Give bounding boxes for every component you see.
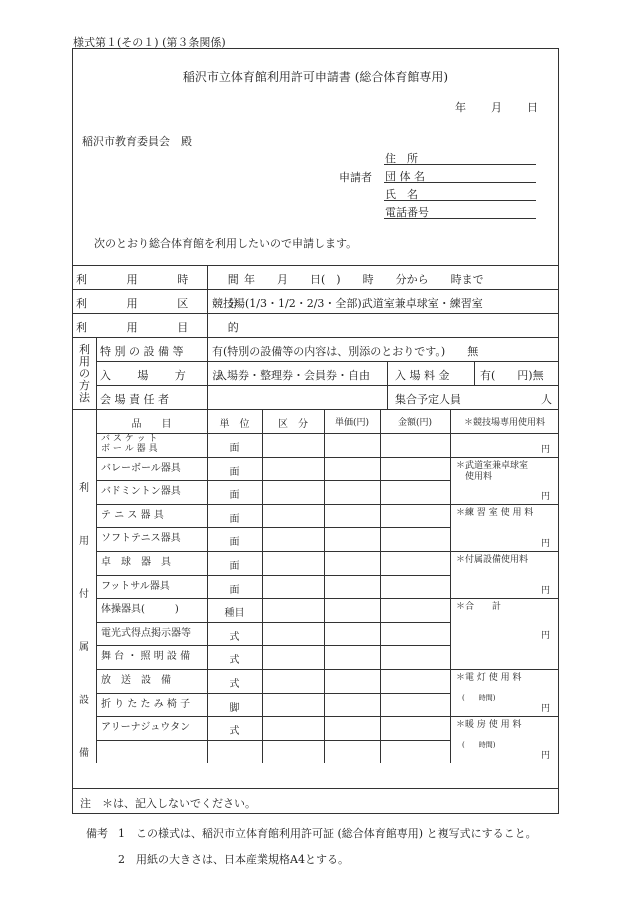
equipment-unit-price-cell[interactable]	[326, 482, 378, 502]
equipment-unit: 面	[229, 561, 240, 572]
equipment-category-cell[interactable]	[264, 506, 322, 526]
equipment-unit: 面	[229, 443, 240, 454]
equipment-amount-cell[interactable]	[382, 459, 448, 479]
fee-yen: 円	[541, 630, 551, 641]
equipment-category-cell[interactable]	[264, 459, 322, 479]
applicant-label: 申請者	[339, 171, 372, 184]
equipment-category-cell[interactable]	[264, 718, 322, 738]
equipment-item: バドミントン器具	[101, 486, 181, 498]
fee-input[interactable]	[452, 718, 557, 761]
area-value[interactable]: 競技場(1/3・1/2・2/3・全部)武道室兼卓球室・練習室	[212, 297, 483, 310]
equipment-unit-price-cell[interactable]	[326, 718, 378, 738]
equipment-category-cell[interactable]	[264, 577, 322, 597]
side-label-char: 用	[79, 536, 89, 547]
equipment-item: 卓 球 器 具	[101, 557, 171, 568]
addressee: 稲沢市教育委員会 殿	[82, 135, 192, 148]
fee-yen: 円	[541, 444, 551, 455]
fee-label: ＊合 計	[456, 602, 502, 613]
fee-yen: 円	[541, 491, 551, 502]
equipment-item: 舞 台 ・ 照 明 設 備	[101, 651, 191, 663]
equipment-amount-cell[interactable]	[382, 718, 448, 738]
equipment-label: 特 別 の 設 備 等	[100, 345, 184, 358]
equipment-category-cell[interactable]	[264, 553, 322, 573]
equipment-unit: 面	[229, 537, 240, 549]
equipment-item: フットサル器具	[101, 580, 170, 592]
date-month: 月	[491, 101, 502, 114]
column-header: 品 目	[131, 419, 172, 430]
column-header: ＊競技場専用使用料	[463, 418, 545, 428]
fee-label: ＊電 灯 使 用 料	[456, 673, 522, 683]
equipment-item: 放 送 設 備	[101, 675, 171, 686]
equipment-unit: 面	[229, 584, 240, 596]
phone-line[interactable]	[384, 218, 536, 219]
equipment-item: 電光式得点掲示器等	[101, 627, 191, 639]
fee-label: ＊練 習 室 使 用 料	[456, 507, 534, 518]
fee-label: ＊付属設備使用料	[456, 555, 529, 565]
side-label-char: 設	[79, 695, 89, 706]
entry-label: 入 場 方 法	[100, 369, 231, 382]
equipment-value[interactable]: 有(特別の設備等の内容は、別添のとおりです。) 無	[212, 345, 479, 358]
equipment-item: ソフトテニス器具	[101, 533, 181, 545]
time-value[interactable]: 年 月 日( ) 時 分から 時まで	[244, 273, 484, 286]
equipment-amount-cell[interactable]	[382, 435, 448, 455]
equipment-unit-price-cell[interactable]	[326, 506, 378, 526]
side-label-char: 属	[79, 642, 89, 653]
fee-hours: ( 時間)	[462, 694, 496, 702]
fee-yen: 円	[541, 539, 551, 549]
fee-input[interactable]	[452, 459, 557, 502]
side-label-char: 付	[79, 589, 89, 600]
equipment-item: バ ス ケ ッ ト ボ ー ル 器 具	[101, 434, 158, 454]
fee-input[interactable]	[452, 671, 557, 714]
fee-yen: 円	[541, 751, 551, 762]
equipment-unit-price-cell[interactable]	[326, 742, 378, 762]
equipment-unit-price-cell[interactable]	[326, 553, 378, 573]
equipment-unit: 脚	[229, 702, 240, 714]
fee-label: 入 場 料 金	[395, 369, 450, 382]
purpose-label: 利 用 目 的	[76, 321, 254, 334]
equipment-category-cell[interactable]	[264, 742, 322, 762]
fee-input[interactable]	[452, 553, 557, 596]
side-label-char: 利	[79, 483, 89, 494]
equipment-item: テ ニ ス 器 具	[101, 509, 164, 521]
equipment-unit: 式	[229, 631, 240, 643]
manager-label: 会 場 責 任 者	[100, 393, 169, 406]
time-label: 利 用 時 間	[76, 273, 254, 286]
date-year: 年	[455, 101, 466, 114]
method-side-label: 利用の方法	[79, 343, 90, 404]
address-line[interactable]	[384, 164, 536, 165]
equipment-unit: 面	[229, 490, 240, 502]
attendees-unit: 人	[541, 393, 552, 406]
column-header: 単 位	[219, 419, 250, 430]
equipment-amount-cell[interactable]	[382, 506, 448, 526]
form-label: 様式第１(その１) (第３条関係)	[73, 36, 226, 49]
fee-label: ＊暖 房 使 用 料	[456, 720, 522, 731]
fee-yen: 円	[541, 704, 551, 715]
equipment-unit-price-cell[interactable]	[326, 529, 378, 549]
fee-yen: 円	[541, 586, 551, 597]
date-day: 日	[527, 101, 538, 114]
org-line[interactable]	[384, 182, 536, 183]
form-title: 稲沢市立体育館利用許可申請書 (総合体育館専用)	[182, 70, 449, 84]
equipment-unit: 面	[229, 466, 240, 478]
applicant-phone-label: 電話番号	[385, 206, 429, 219]
column-header: 単価(円)	[334, 418, 370, 428]
equipment-category-cell[interactable]	[264, 647, 322, 667]
equipment-unit-price-cell[interactable]	[326, 435, 378, 455]
equipment-category-cell[interactable]	[264, 695, 322, 715]
equipment-amount-cell[interactable]	[382, 742, 448, 762]
remark-2: 2 用紙の大きさは、日本産業規格A4とする。	[118, 853, 349, 866]
applicant-address-label: 住 所	[385, 152, 418, 165]
equipment-unit: 式	[229, 679, 240, 690]
fee-value[interactable]: 有( 円)無	[480, 369, 544, 382]
equipment-unit: 面	[229, 513, 240, 525]
equipment-unit-price-cell[interactable]	[326, 695, 378, 715]
equipment-amount-cell[interactable]	[382, 577, 448, 597]
entry-value[interactable]: 入場券・整理券・会員券・自由	[216, 369, 370, 382]
equipment-category-cell[interactable]	[264, 600, 322, 620]
fee-input[interactable]	[452, 600, 557, 667]
statement: 次のとおり総合体育館を利用したいので申請します。	[94, 237, 358, 250]
equipment-unit-price-cell[interactable]	[326, 577, 378, 597]
equipment-amount-cell[interactable]	[382, 553, 448, 573]
equipment-category-cell[interactable]	[264, 482, 322, 502]
equipment-unit-price-cell[interactable]	[326, 647, 378, 667]
equipment-item: 折 り た た み 椅 子	[101, 698, 191, 710]
area-label: 利 用 区 分	[76, 297, 254, 310]
equipment-amount-cell[interactable]	[382, 671, 448, 691]
name-line[interactable]	[384, 200, 536, 201]
equipment-unit: 種目	[224, 608, 245, 620]
column-header: 金額(円)	[397, 418, 433, 428]
attendees-label: 集合予定人員	[395, 393, 461, 406]
equipment-unit-price-cell[interactable]	[326, 671, 378, 691]
fee-input[interactable]	[452, 506, 557, 549]
equipment-unit: 式	[229, 655, 240, 667]
equipment-category-cell[interactable]	[264, 624, 322, 644]
equipment-unit-price-cell[interactable]	[326, 600, 378, 620]
equipment-unit: 式	[229, 726, 240, 738]
remarks-label: 備考	[86, 827, 108, 840]
fee-label: ＊武道室兼卓球室 使用料	[456, 460, 529, 482]
equipment-amount-cell[interactable]	[382, 647, 448, 667]
applicant-org-label: 団 体 名	[385, 170, 425, 183]
equipment-item: バレーボール器具	[101, 462, 181, 474]
column-header: 区 分	[278, 419, 308, 430]
remark-1: 1 この様式は、稲沢市立体育館利用許可証 (総合体育館専用) と複写式にすること。	[118, 827, 537, 840]
equipment-unit-price-cell[interactable]	[326, 624, 378, 644]
equipment-amount-cell[interactable]	[382, 600, 448, 620]
equipment-amount-cell[interactable]	[382, 624, 448, 644]
equipment-category-cell[interactable]	[264, 529, 322, 549]
side-label-char: 備	[79, 748, 89, 759]
equipment-item: 体操器具( )	[101, 604, 179, 616]
equipment-amount-cell[interactable]	[382, 695, 448, 715]
equipment-category-cell[interactable]	[264, 435, 322, 455]
note: 注 ＊は、記入しないでください。	[80, 797, 256, 810]
equipment-category-cell[interactable]	[264, 671, 322, 691]
equipment-unit-price-cell[interactable]	[326, 459, 378, 479]
equipment-amount-cell[interactable]	[382, 529, 448, 549]
equipment-amount-cell[interactable]	[382, 482, 448, 502]
equipment-item: アリーナジュウタン	[101, 722, 191, 734]
applicant-name-label: 氏 名	[385, 188, 418, 201]
fee-hours: ( 時間)	[462, 741, 496, 750]
